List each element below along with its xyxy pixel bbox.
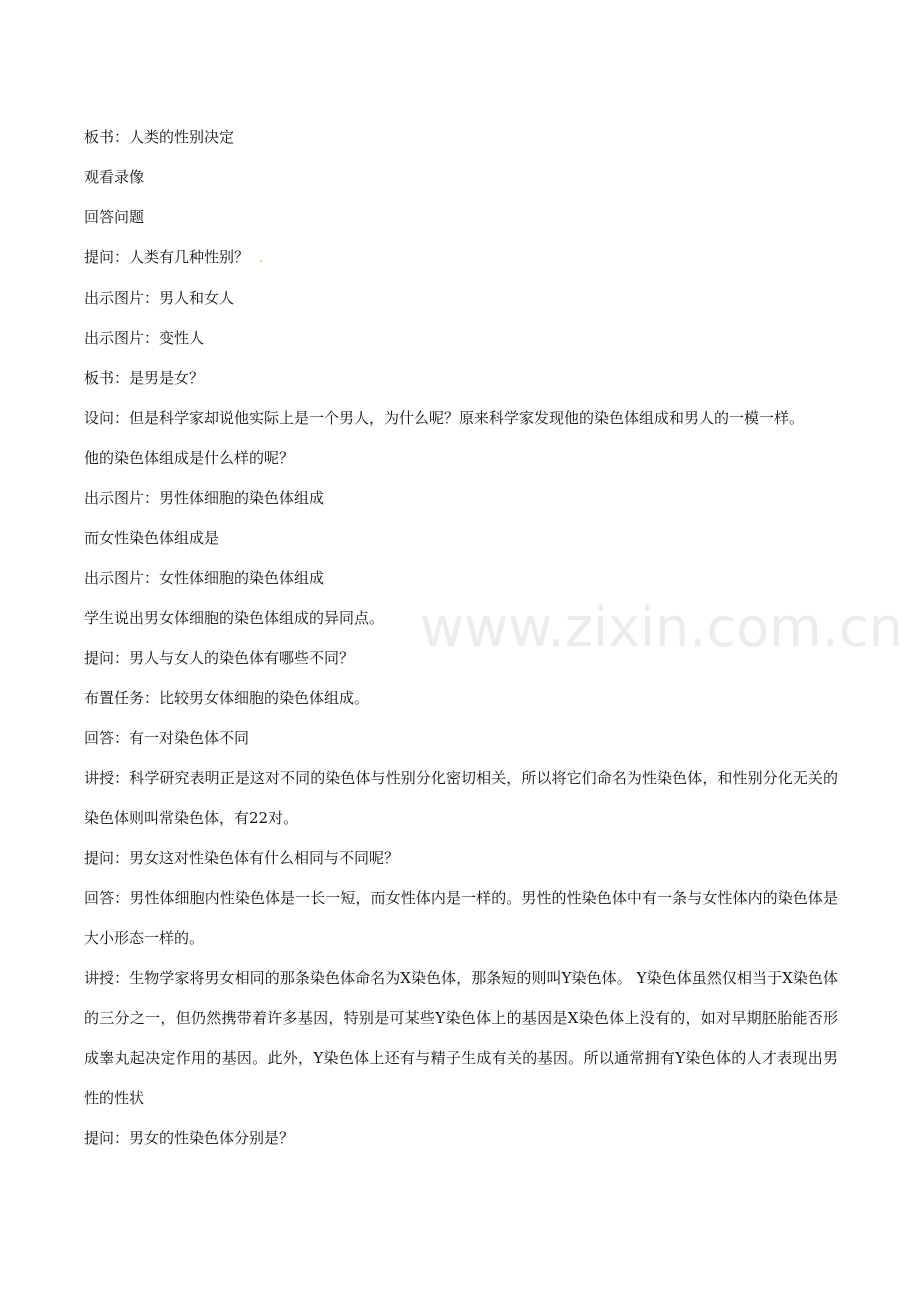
paragraph-hypothetical: 设问：但是科学家却说他实际上是一个男人，为什么呢？原来科学家发现他的染色体组成和男人的一模一样。 (84, 409, 805, 427)
paragraph-board-title: 板书：人类的性别决定 (84, 128, 235, 146)
paragraph-answer-long-short: 回答：男性体细胞内性染色体是一长一短，而女性体内是一样的。男性的性染色体中有一条与女性体内的染色体是大小形态一样的。 (84, 889, 838, 947)
paragraph-board-male-female: 板书：是男是女？ (84, 369, 205, 387)
paragraph-question-genders-text: 提问：人类有几种性别？ (84, 248, 250, 266)
paragraph-question-genders (84, 237, 838, 278)
paragraph-show-transgender: 出示图片：变性人 (84, 329, 205, 347)
paragraph-female-composition: 而女性染色体组成是 (84, 529, 220, 547)
paragraph-answer-one-pair: 回答：有一对染色体不同 (84, 729, 250, 747)
paragraph-watch-video: 观看录像 (84, 168, 145, 186)
paragraph-assign-task: 布置任务：比较男女体细胞的染色体组成。 (84, 689, 370, 707)
paragraph-lecture-xy: 讲授：生物学家将男女相同的那条染色体命名为X染色体，那条短的则叫Y染色体。 Y染色体虽然仅相当于X染色体的三分之一，但仍然携带着许多基因，特别是可某些Y染色体上的基因是X染色体上没有的，如对早期胚胎能否形成睾丸起决定作用的基因。此外，Y染色体上还有与精子生成有关的基因。所以通常拥有Y染色体的人才表现出男性的性状 (84, 969, 838, 1107)
yellow-dot-mark: . (259, 251, 263, 265)
paragraph-students-compare: 学生说出男女体细胞的染色体组成的异同点。 (84, 609, 385, 627)
paragraph-show-female-chromosomes: 出示图片：女性体细胞的染色体组成 (84, 569, 325, 587)
paragraph-question-sex-chromosomes: 提问：男女的性染色体分别是？ (84, 1129, 295, 1147)
paragraph-show-male-chromosomes: 出示图片：男性体细胞的染色体组成 (84, 489, 325, 507)
paragraph-answer-questions: 回答问题 (84, 208, 145, 226)
watermark: www.zixin.com.cn (420, 596, 903, 659)
paragraph-lecture-sex-chromosomes: 讲授：科学研究表明正是这对不同的染色体与性别分化密切相关，所以将它们命名为性染色体，和性别分化无关的染色体则叫常染色体，有22对。 (84, 769, 838, 827)
paragraph-question-same-different: 提问：男女这对性染色体有什么相同与不同呢？ (84, 849, 400, 867)
paragraph-show-men-women: 出示图片：男人和女人 (84, 289, 235, 307)
document-body (84, 117, 838, 1158)
paragraph-question-differences: 提问：男人与女人的染色体有哪些不同？ (84, 649, 355, 667)
paragraph-chromosome-question: 他的染色体组成是什么样的呢？ (84, 449, 295, 467)
